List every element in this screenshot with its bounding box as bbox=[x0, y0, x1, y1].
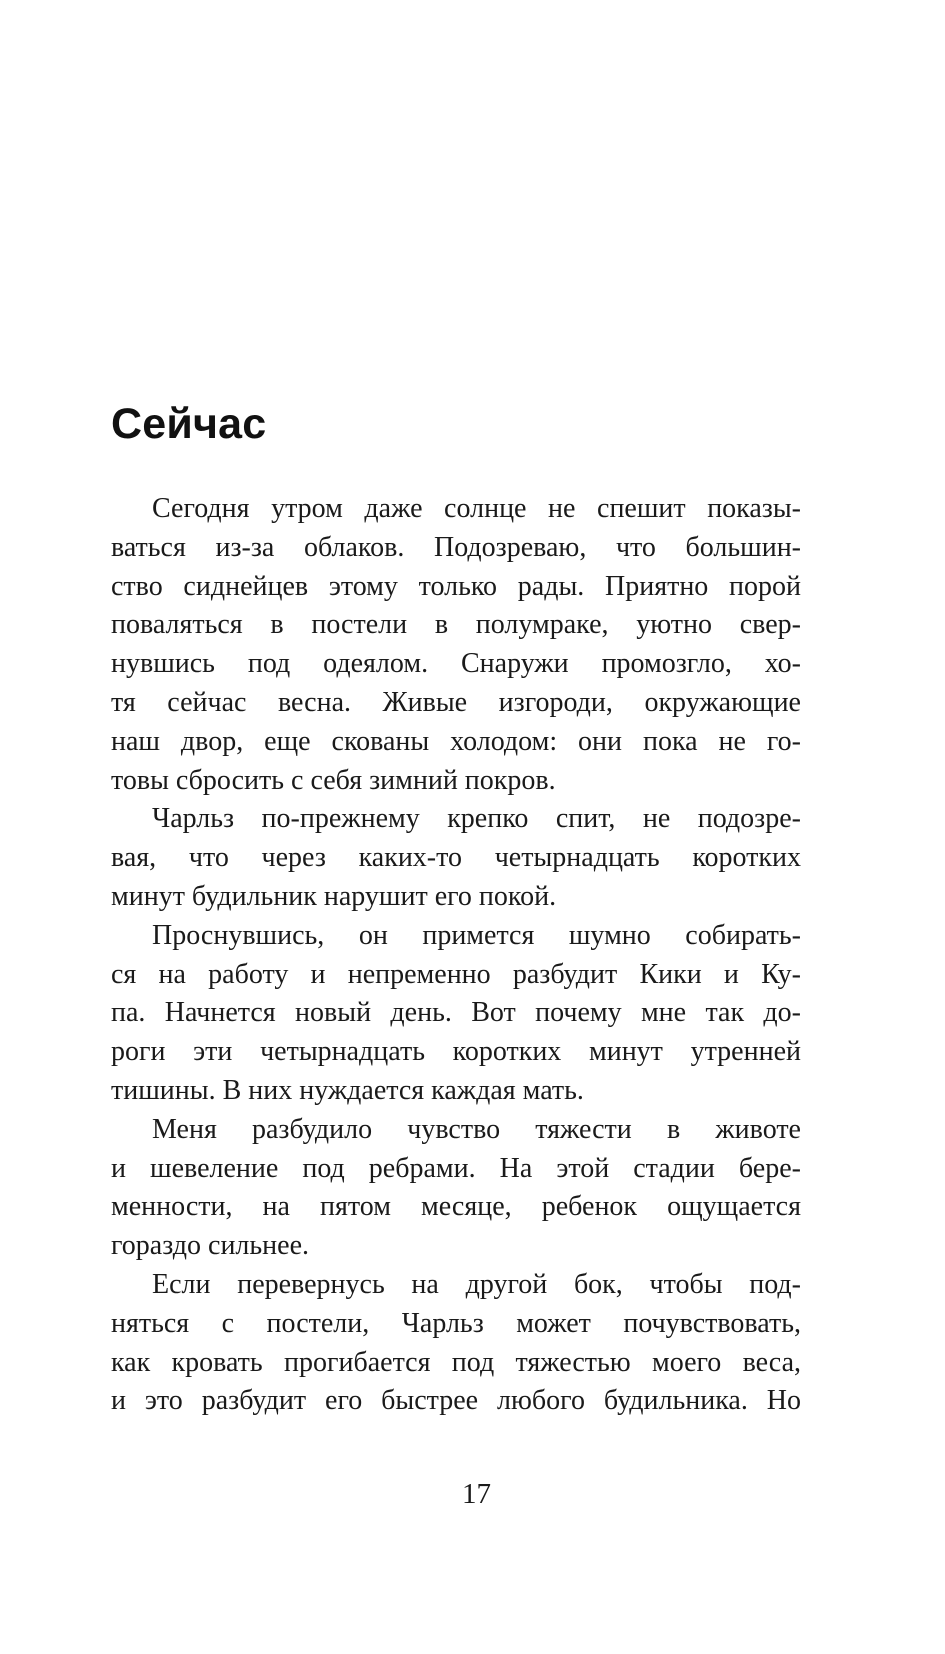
text-line: ство сиднейцев этому только рады. Приятно порой bbox=[111, 570, 801, 602]
text-line: ся на работу и непременно разбудит Кики и Ку- bbox=[111, 958, 801, 990]
chapter-title: Сейчас bbox=[111, 400, 267, 448]
text-line: и это разбудит его быстрее любого будильника. Но bbox=[111, 1385, 801, 1417]
paragraph bbox=[111, 800, 801, 916]
text-line: тишины. В них нуждается каждая мать. bbox=[111, 1074, 584, 1106]
text-line: па. Начнется новый день. Вот почему мне так до- bbox=[111, 997, 801, 1029]
text-line: ваться из-за облаков. Подозреваю, что большин- bbox=[111, 531, 801, 563]
text-line: нувшись под одеялом. Снаружи промозгло, хо- bbox=[111, 648, 801, 680]
text-line: наш двор, еще скованы холодом: они пока не го- bbox=[111, 725, 801, 757]
body-text bbox=[111, 490, 801, 1421]
text-line: гораздо сильнее. bbox=[111, 1230, 310, 1262]
text-line: вая, что через каких-то четырнадцать коротких bbox=[111, 842, 801, 874]
text-line: менности, на пятом месяце, ребенок ощущается bbox=[111, 1191, 801, 1223]
text-line: товы сбросить с себя зимний покров. bbox=[111, 764, 556, 796]
text-line: минут будильник нарушит его покой. bbox=[111, 880, 557, 912]
text-line: и шевеление под ребрами. На этой стадии бере- bbox=[111, 1152, 801, 1184]
text-line: Сегодня утром даже солнце не спешит показы- bbox=[152, 493, 801, 524]
paragraph bbox=[111, 1266, 801, 1421]
text-line: тя сейчас весна. Живые изгороди, окружающие bbox=[111, 686, 801, 718]
text-line: Проснувшись, он примется шумно собирать- bbox=[152, 919, 801, 951]
page-number: 17 bbox=[462, 1478, 491, 1510]
text-line: роги эти четырнадцать коротких минут утренней bbox=[111, 1036, 801, 1068]
text-line: как кровать прогибается под тяжестью моего веса, bbox=[111, 1346, 801, 1378]
text-line: Меня разбудило чувство тяжести в животе bbox=[152, 1113, 801, 1145]
text-line: Чарльз по-прежнему крепко спит, не подозре- bbox=[152, 803, 801, 835]
paragraph bbox=[111, 917, 801, 1111]
text-line: няться с постели, Чарльз может почувствовать, bbox=[111, 1307, 801, 1339]
text-line: Если перевернусь на другой бок, чтобы под- bbox=[152, 1268, 801, 1300]
paragraph bbox=[111, 1111, 801, 1266]
paragraph bbox=[111, 490, 801, 800]
text-line: поваляться в постели в полумраке, уютно свер- bbox=[111, 609, 801, 641]
